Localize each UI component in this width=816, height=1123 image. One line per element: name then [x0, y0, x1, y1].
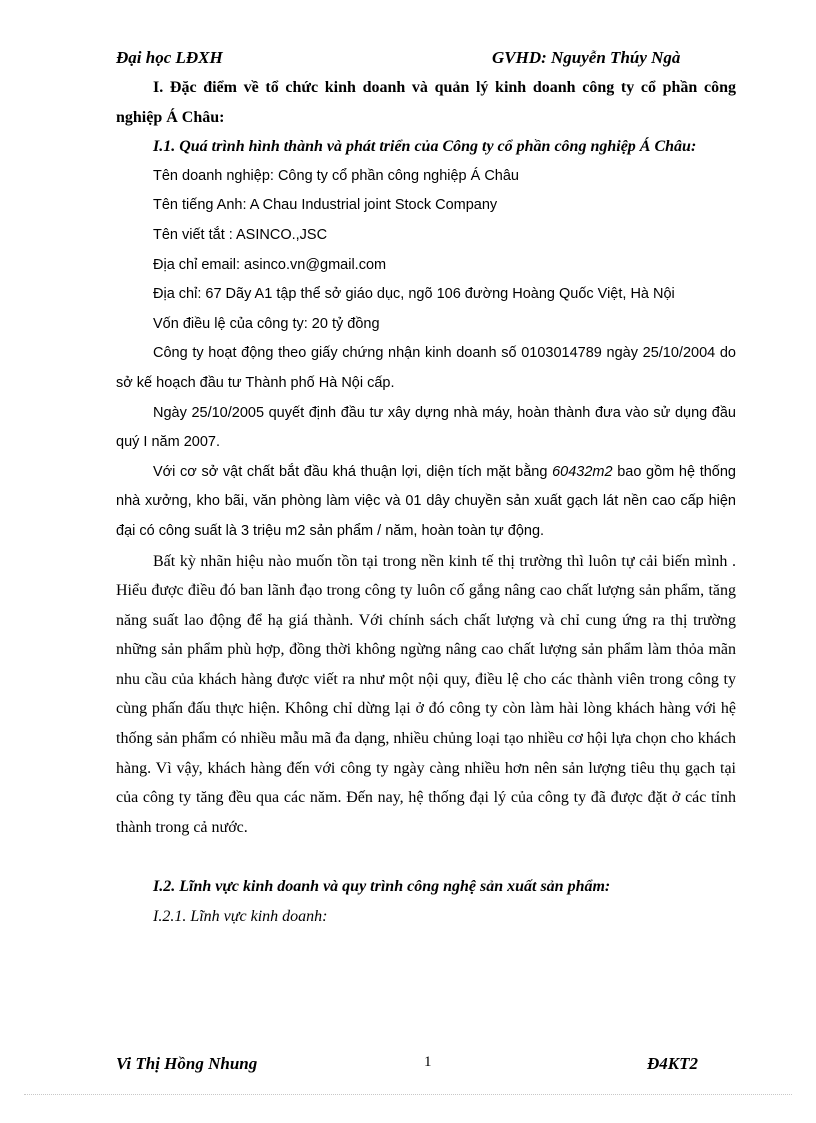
section-heading: I. Đặc điểm về tổ chức kinh doanh và quản lý kinh doanh công ty cổ phần công nghiệp Á Châu:: [116, 79, 736, 126]
facility-text-before: Với cơ sở vật chất bắt đầu khá thuận lợi, diện tích mặt bằng: [153, 463, 553, 480]
info-address: Địa chỉ: 67 Dãy A1 tập thể sở giáo dục, ngõ 106 đường Hoàng Quốc Việt, Hà Nội: [153, 286, 675, 303]
facility-text-after: bao gồm hệ thống nhà xưởng, kho bãi, văn phòng làm việc và 01 dây chuyền sản xuất gạch lát nền cao cấp hiện đại có công suất là 3 triệu m2 sản phẩm / năm, hoàn toàn tự động.: [116, 463, 736, 539]
footer-author: Vi Thị Hồng Nhung: [116, 1054, 258, 1073]
info-business-license: Công ty hoạt động theo giấy chứng nhận kinh doanh số 0103014789 ngày 25/10/2004 do sở kế hoạch đầu tư Thành phố Hà Nội cấp.: [116, 345, 736, 391]
facility-area: 60432m2: [552, 463, 613, 480]
brand-paragraph: Bất kỳ nhãn hiệu nào muốn tồn tại trong nền kinh tế thị trường thì luôn tự cải biến mình . Hiểu được điều đó ban lãnh đạo trong công ty luôn cố gắng nâng cao chất lượng sản phẩm, tăng năng suất lao động để hạ giá thành. Với chính sách chất lượng và chỉ cung ứng ra thị trường những sản phẩm phù hợp, đồng thời không ngừng nâng cao chất lượng sản phẩm làm thỏa mãn nhu cầu của khách hàng được viết ra như một nội quy, điều lệ cho các thành viên trong công ty cùng phấn đấu thực hiện. Không chỉ dừng lại ở đó công ty còn làm hài lòng khách hàng với hệ thống sản phẩm có nhiều mẫu mã đa dạng, nhiều chủng loại tạo nhiều cơ hội lựa chọn cho khách hàng. Vì vậy, khách hàng đến với công ty ngày càng nhiều hơn nên sản lượng tiêu thụ gạch tại của công ty tăng đều qua các năm. Đến nay, hệ thống đại lý của công ty đã được đặt ở các tỉnh thành trong cả nước.: [116, 552, 736, 836]
info-company-name: Tên doanh nghiệp: Công ty cổ phần công nghiệp Á Châu: [153, 167, 519, 184]
info-investment-decision: Ngày 25/10/2005 quyết định đầu tư xây dựng nhà máy, hoàn thành đưa vào sử dụng đầu quý I năm 2007.: [116, 404, 736, 451]
header-university: Đại học LĐXH: [116, 48, 223, 67]
subsection-heading-1-1: I.1. Quá trình hình thành và phát triển của Công ty cổ phần công nghiệp Á Châu:: [153, 138, 697, 156]
footer-page-number: 1: [424, 1054, 432, 1070]
info-charter-capital: Vốn điều lệ của công ty: 20 tỷ đồng: [153, 315, 380, 332]
page-header: [116, 48, 736, 72]
subsection-heading-1-2: I.2. Lĩnh vực kinh doanh và quy trình công nghệ sản xuất sản phẩm:: [153, 878, 611, 896]
info-email: Địa chỉ email: asinco.vn@gmail.com: [153, 256, 387, 273]
info-english-name: Tên tiếng Anh: A Chau Industrial joint Stock Company: [153, 197, 498, 214]
spacer: [116, 842, 736, 872]
page-bottom-divider: [24, 1094, 792, 1095]
subsection-heading-1-2-1: I.2.1. Lĩnh vực kinh doanh:: [153, 908, 328, 926]
header-supervisor: GVHD: Nguyễn Thúy Ngà: [492, 48, 681, 67]
facility-paragraph: [116, 458, 736, 547]
info-abbreviation: Tên viết tắt : ASINCO.,JSC: [153, 226, 328, 243]
page-footer: [116, 1054, 736, 1078]
footer-class-code: Đ4KT2: [647, 1054, 698, 1073]
document-body: [116, 73, 736, 932]
